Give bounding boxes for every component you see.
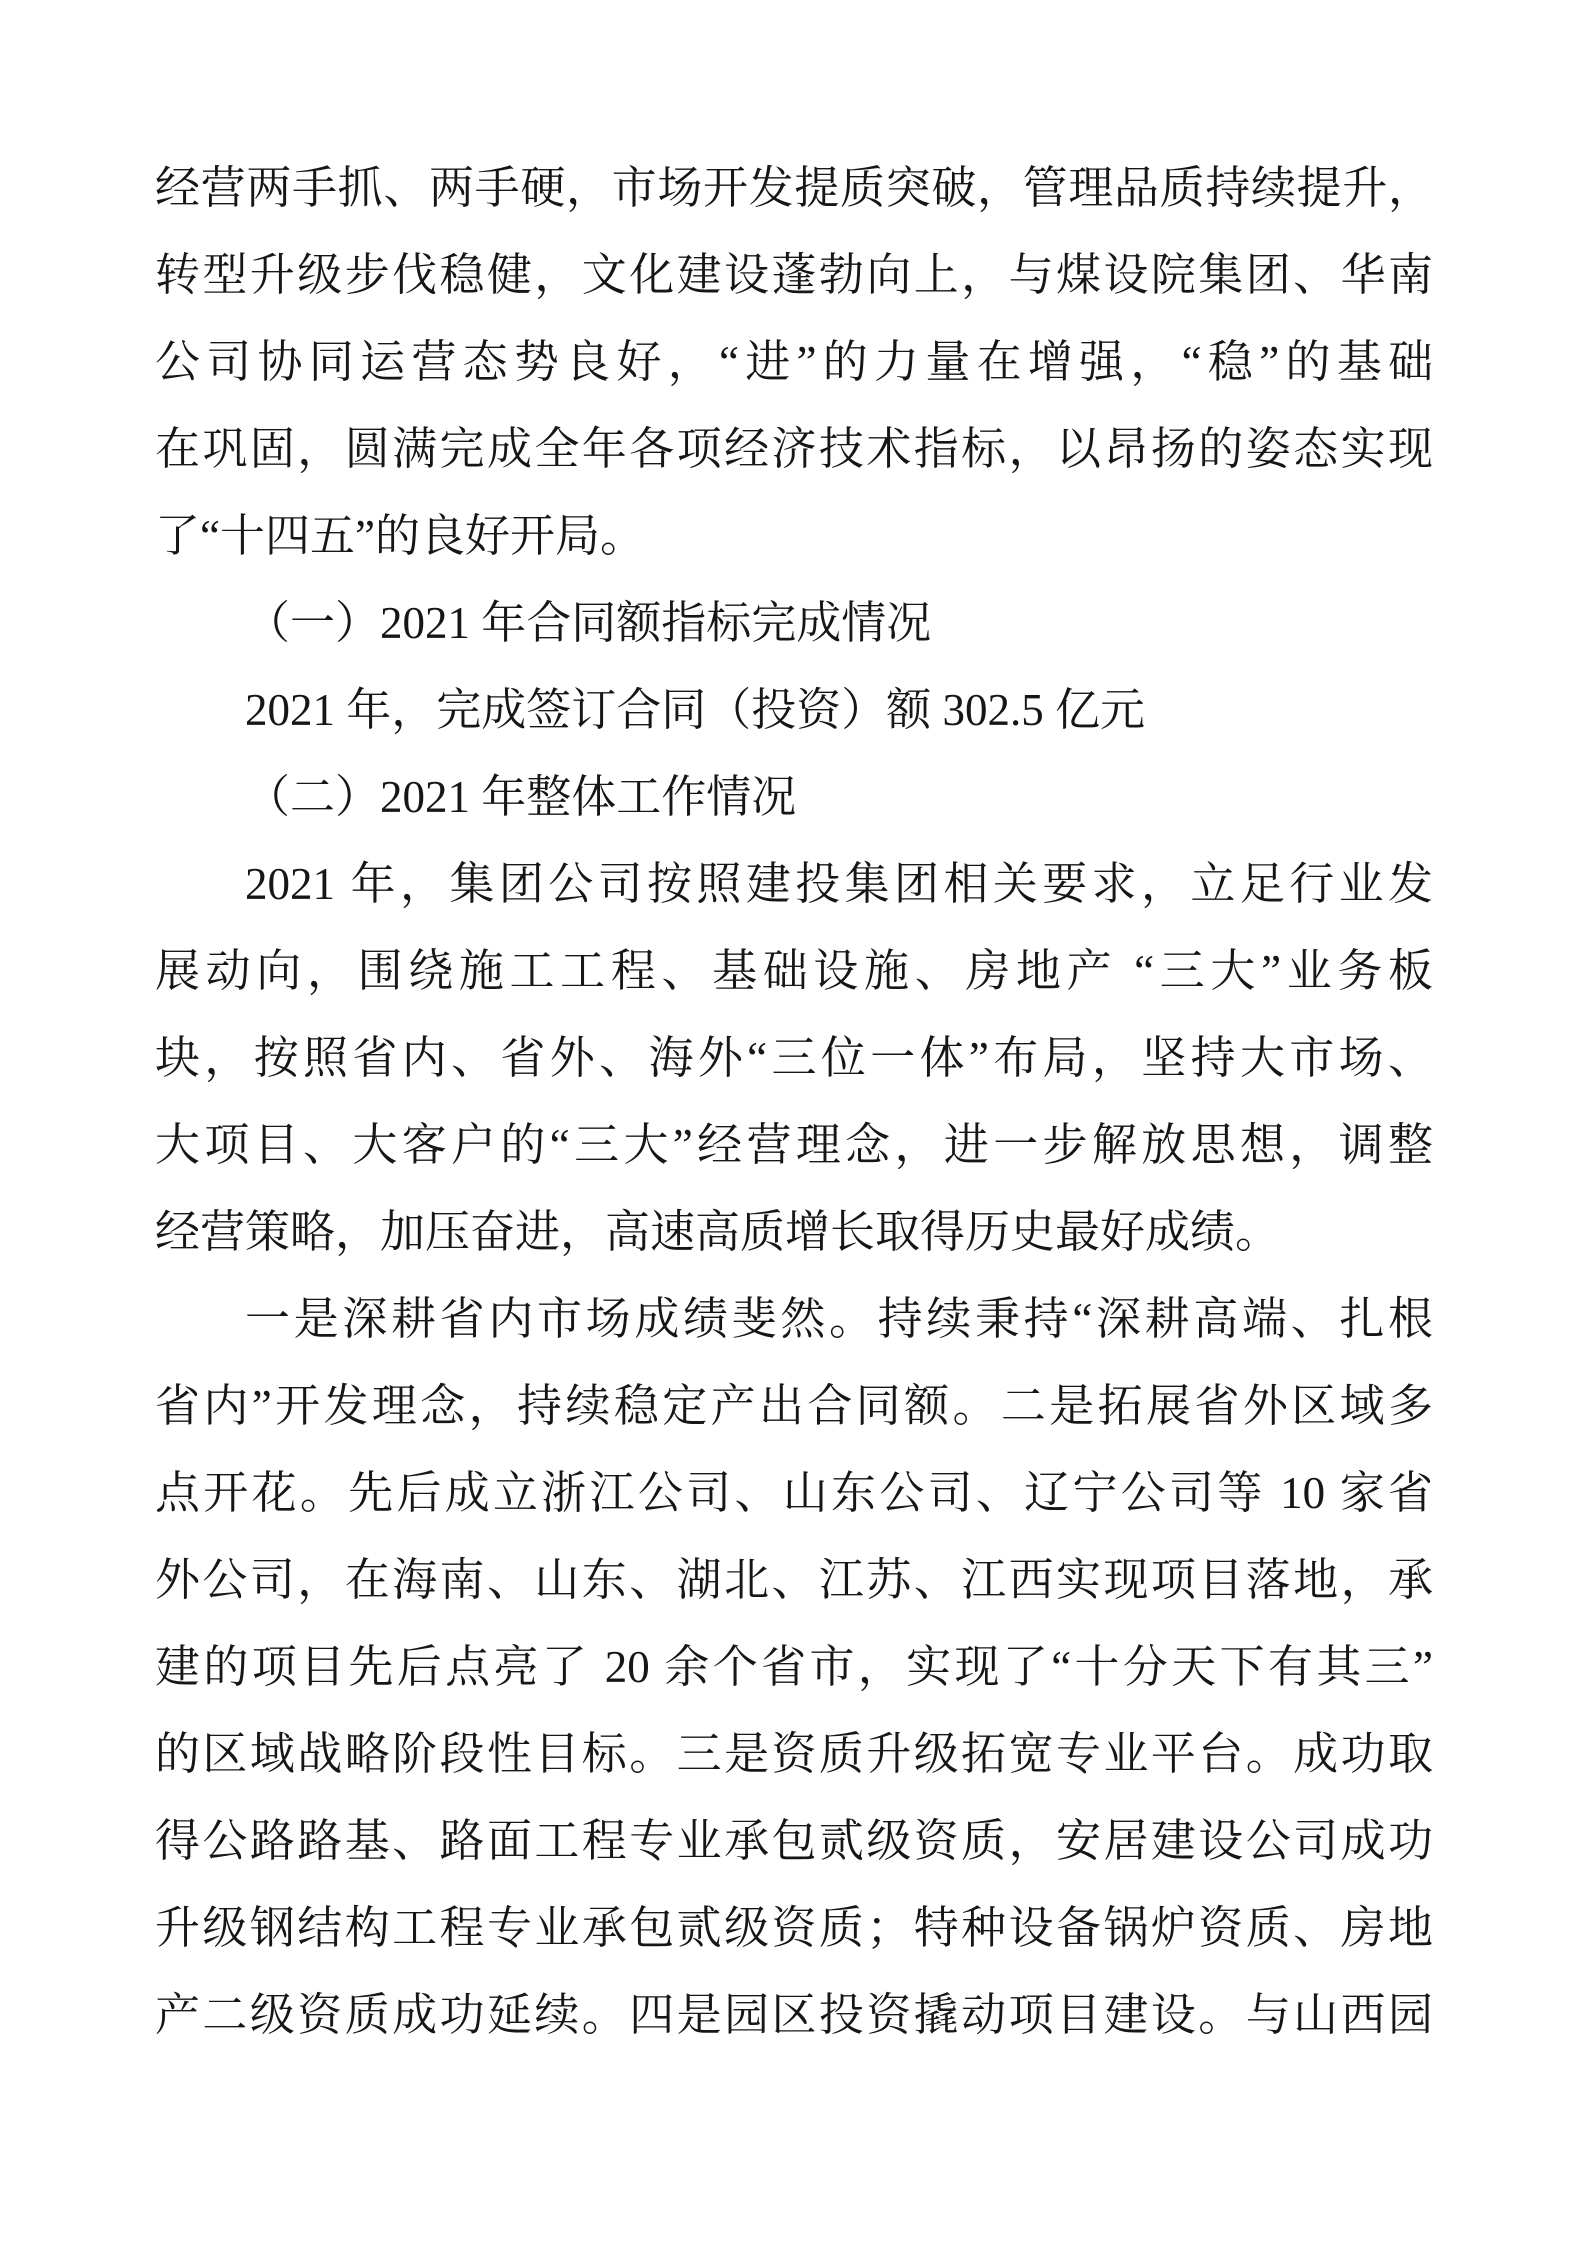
text-line: 2021 年，集团公司按照建投集团相关要求，立足行业发	[245, 859, 1433, 909]
text-line: 经营策略，加压奋进，高速高质增长取得历史最好成绩。	[155, 1207, 1281, 1257]
text-line: 建的项目先后点亮了 20 余个省市，实现了“十分天下有其三”	[155, 1642, 1433, 1692]
text-line: 2021 年，完成签订合同（投资）额 302.5 亿元	[245, 685, 1146, 735]
paragraph-four-achievements	[155, 1276, 1433, 2059]
text-line: 了“十四五”的良好开局。	[155, 511, 645, 561]
text-line: 省内”开发理念，持续稳定产出合同额。二是拓展省外区域多	[155, 1381, 1433, 1431]
paragraph-contract-amount	[155, 667, 1433, 754]
text-line: 展动向，围绕施工工程、基础设施、房地产 “三大”业务板	[155, 946, 1433, 996]
text-line: 大项目、大客户的“三大”经营理念，进一步解放思想，调整	[155, 1120, 1433, 1170]
text-line: 点开花。先后成立浙江公司、山东公司、辽宁公司等 10 家省	[155, 1468, 1433, 1518]
text-line: （二）2021 年整体工作情况	[245, 772, 797, 822]
text-line: 外公司，在海南、山东、湖北、江苏、江西实现项目落地，承	[155, 1555, 1433, 1605]
text-line: 升级钢结构工程专业承包贰级资质；特种设备锅炉资质、房地	[155, 1903, 1433, 1953]
heading-section-one	[155, 580, 1433, 667]
text-line: 块，按照省内、省外、海外“三位一体”布局，坚持大市场、	[155, 1033, 1433, 1083]
text-line: 一是深耕省内市场成绩斐然。持续秉持“深耕高端、扎根	[245, 1294, 1433, 1344]
text-line: （一）2021 年合同额指标完成情况	[245, 598, 932, 648]
text-line: 公司协同运营态势良好，“进”的力量在增强，“稳”的基础	[155, 337, 1433, 387]
text-line: 经营两手抓、两手硬，市场开发提质突破，管理品质持续提升，	[155, 163, 1433, 213]
text-line: 转型升级步伐稳健，文化建设蓬勃向上，与煤设院集团、华南	[155, 250, 1433, 300]
text-line: 在巩固，圆满完成全年各项经济技术指标，以昂扬的姿态实现	[155, 424, 1433, 474]
paragraph-continuation-opening	[155, 145, 1433, 580]
document-body	[155, 145, 1433, 2059]
text-line: 的区域战略阶段性目标。三是资质升级拓宽专业平台。成功取	[155, 1729, 1433, 1779]
text-line: 产二级资质成功延续。四是园区投资撬动项目建设。与山西园	[155, 1990, 1433, 2040]
text-line: 得公路路基、路面工程专业承包贰级资质，安居建设公司成功	[155, 1816, 1433, 1866]
heading-section-two	[155, 754, 1433, 841]
paragraph-overall-work	[155, 841, 1433, 1276]
